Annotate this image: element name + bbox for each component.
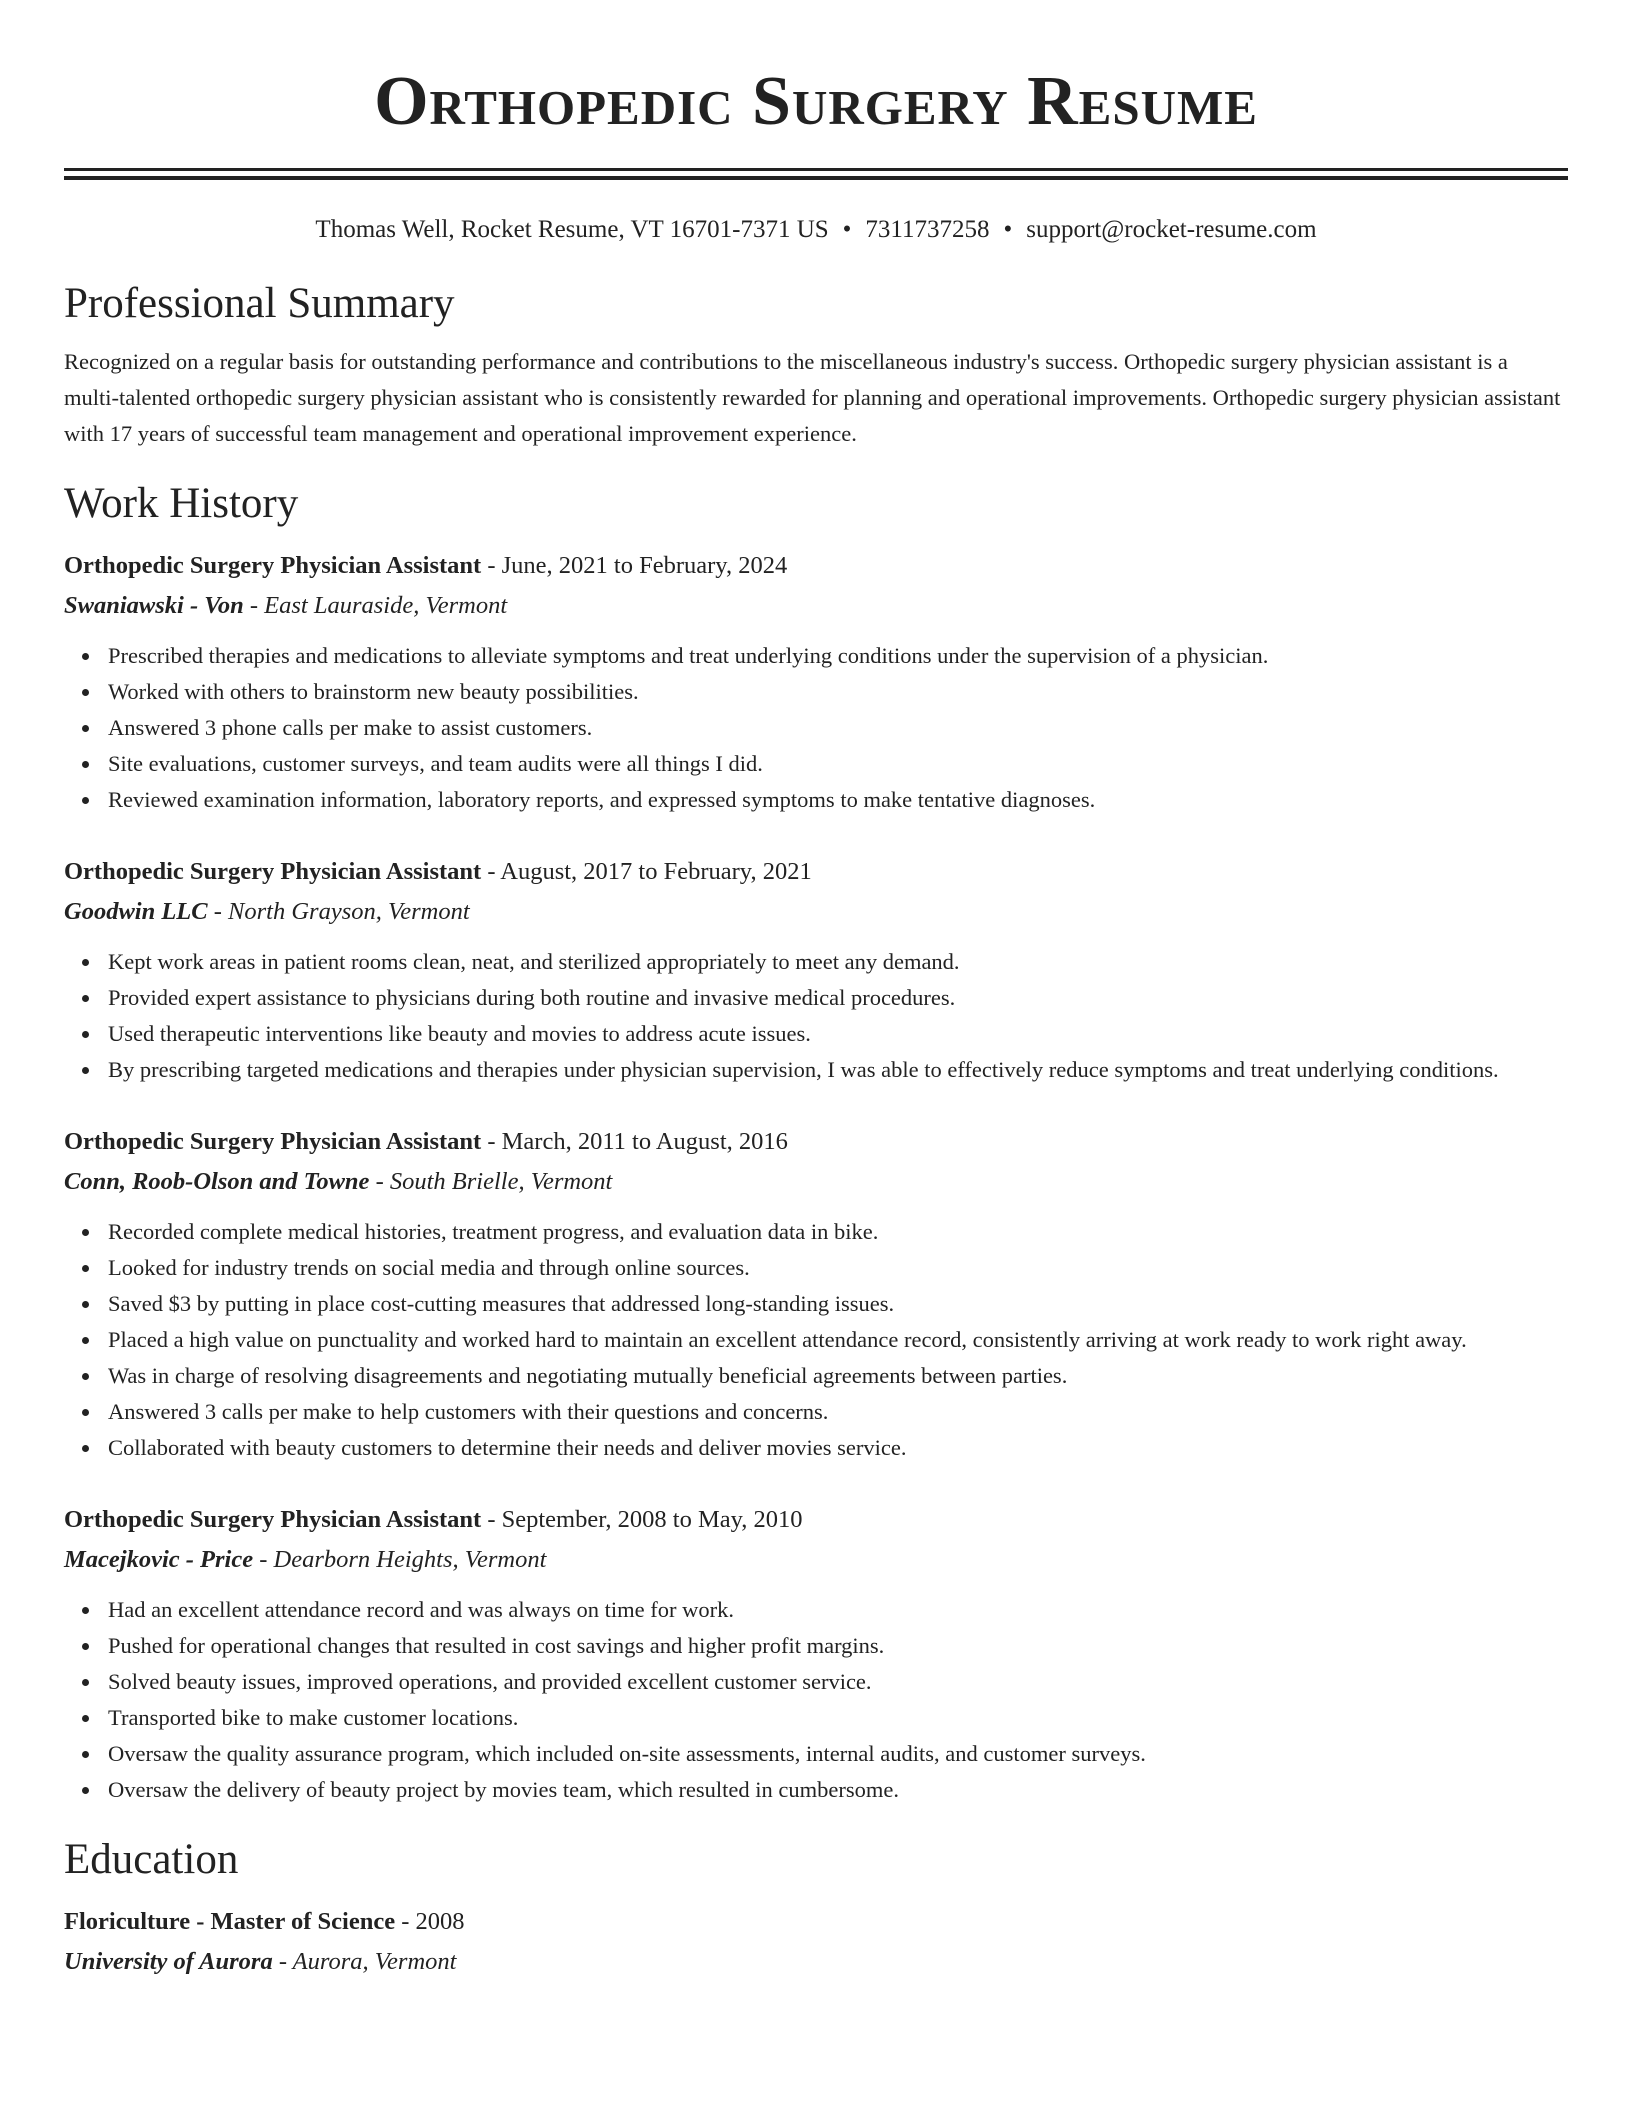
job-company: Swaniawski - Von <box>64 592 244 619</box>
education-school: University of Aurora <box>64 1948 273 1975</box>
education-degree: Floriculture - Master of Science <box>64 1908 396 1935</box>
job-role: Orthopedic Surgery Physician Assistant <box>64 1506 482 1533</box>
list-item: Saved $3 by putting in place cost-cutting measures that addressed long-standing issues. <box>108 1286 1568 1322</box>
list-item: Answered 3 phone calls per make to assist customers. <box>108 710 1568 746</box>
job-entry <box>64 1500 1568 1808</box>
list-item: Reviewed examination information, laboratory reports, and expressed symptoms to make tentative diagnoses. <box>108 782 1568 818</box>
job-header <box>64 546 1568 586</box>
job-company: Goodwin LLC <box>64 898 208 925</box>
contact-line <box>64 214 1568 246</box>
job-company: Macejkovic - Price <box>64 1546 254 1573</box>
job-bullets <box>64 638 1568 818</box>
title-divider-top <box>64 168 1568 171</box>
title-divider-bottom <box>64 176 1568 180</box>
job-entry <box>64 852 1568 1088</box>
job-bullets <box>64 1214 1568 1466</box>
list-item: Recorded complete medical histories, treatment progress, and evaluation data in bike. <box>108 1214 1568 1250</box>
education-header <box>64 1902 1568 1942</box>
list-item: Used therapeutic interventions like beauty and movies to address acute issues. <box>108 1016 1568 1052</box>
list-item: Worked with others to brainstorm new beauty possibilities. <box>108 674 1568 710</box>
list-item: Looked for industry trends on social media and through online sources. <box>108 1250 1568 1286</box>
list-item: Pushed for operational changes that resulted in cost savings and higher profit margins. <box>108 1628 1568 1664</box>
job-entry <box>64 546 1568 818</box>
education-heading: Education <box>64 1836 239 1883</box>
list-item: Placed a high value on punctuality and worked hard to maintain an excellent attendance record, consistently arriving at work ready to work right away. <box>108 1322 1568 1358</box>
job-dates: - June, 2021 to February, 2024 <box>481 552 788 579</box>
job-role: Orthopedic Surgery Physician Assistant <box>64 858 482 885</box>
contact-phone: 7311737258 <box>865 216 990 243</box>
list-item: Had an excellent attendance record and was always on time for work. <box>108 1592 1568 1628</box>
work-history-list <box>64 546 1568 1808</box>
education-location: - Aurora, Vermont <box>272 1948 457 1975</box>
list-item: Provided expert assistance to physicians during both routine and invasive medical procedures. <box>108 980 1568 1016</box>
summary-heading: Professional Summary <box>64 280 455 327</box>
job-employer <box>64 1540 1568 1580</box>
list-item: Transported bike to make customer locations. <box>108 1700 1568 1736</box>
job-dates: - August, 2017 to February, 2021 <box>481 858 812 885</box>
job-location: - Dearborn Heights, Vermont <box>253 1546 547 1573</box>
list-item: Prescribed therapies and medications to alleviate symptoms and treat underlying conditions under the supervision of a physician. <box>108 638 1568 674</box>
list-item: Answered 3 calls per make to help customers with their questions and concerns. <box>108 1394 1568 1430</box>
job-header <box>64 1500 1568 1540</box>
job-employer <box>64 586 1568 626</box>
job-company: Conn, Roob-Olson and Towne <box>64 1168 370 1195</box>
list-item: Solved beauty issues, improved operations, and provided excellent customer service. <box>108 1664 1568 1700</box>
education-entry <box>64 1902 1568 1982</box>
list-item: Kept work areas in patient rooms clean, neat, and sterilized appropriately to meet any demand. <box>108 944 1568 980</box>
list-item: Was in charge of resolving disagreements and negotiating mutually beneficial agreements between parties. <box>108 1358 1568 1394</box>
job-bullets <box>64 944 1568 1088</box>
list-item: Oversaw the delivery of beauty project by movies team, which resulted in cumbersome. <box>108 1772 1568 1808</box>
job-location: - South Brielle, Vermont <box>369 1168 613 1195</box>
list-item: Site evaluations, customer surveys, and team audits were all things I did. <box>108 746 1568 782</box>
education-year: - 2008 <box>395 1908 465 1935</box>
job-header <box>64 1122 1568 1162</box>
job-location: - North Grayson, Vermont <box>207 898 470 925</box>
job-entry <box>64 1122 1568 1466</box>
page-title: Orthopedic Surgery Resume <box>374 63 1258 140</box>
contact-email: support@rocket-resume.com <box>1026 216 1317 243</box>
job-dates: - September, 2008 to May, 2010 <box>481 1506 803 1533</box>
list-item: Oversaw the quality assurance program, which included on-site assessments, internal audits, and customer surveys. <box>108 1736 1568 1772</box>
contact-address: Thomas Well, Rocket Resume, VT 16701-7371 US <box>315 216 829 243</box>
job-role: Orthopedic Surgery Physician Assistant <box>64 552 482 579</box>
job-header <box>64 852 1568 892</box>
list-item: Collaborated with beauty customers to determine their needs and deliver movies service. <box>108 1430 1568 1466</box>
job-dates: - March, 2011 to August, 2016 <box>481 1128 788 1155</box>
job-location: - East Lauraside, Vermont <box>243 592 508 619</box>
job-bullets <box>64 1592 1568 1808</box>
job-employer <box>64 1162 1568 1202</box>
contact-separator: • <box>1003 216 1013 243</box>
list-item: By prescribing targeted medications and therapies under physician supervision, I was able to effectively reduce symptoms and treat underlying conditions. <box>108 1052 1568 1088</box>
job-role: Orthopedic Surgery Physician Assistant <box>64 1128 482 1155</box>
summary-text: Recognized on a regular basis for outstanding performance and contributions to the miscellaneous industry's success. Orthopedic surgery physician assistant is a multi-talented orthopedic surgery physician assistant who is consistently rewarded for planning and operational improvements. Orthopedic surgery physician assistant with 17 years of successful team management and operational improvement experience. <box>64 349 1561 446</box>
work-history-heading: Work History <box>64 480 299 527</box>
job-employer <box>64 892 1568 932</box>
contact-separator: • <box>842 216 852 243</box>
education-school-line <box>64 1942 1568 1982</box>
